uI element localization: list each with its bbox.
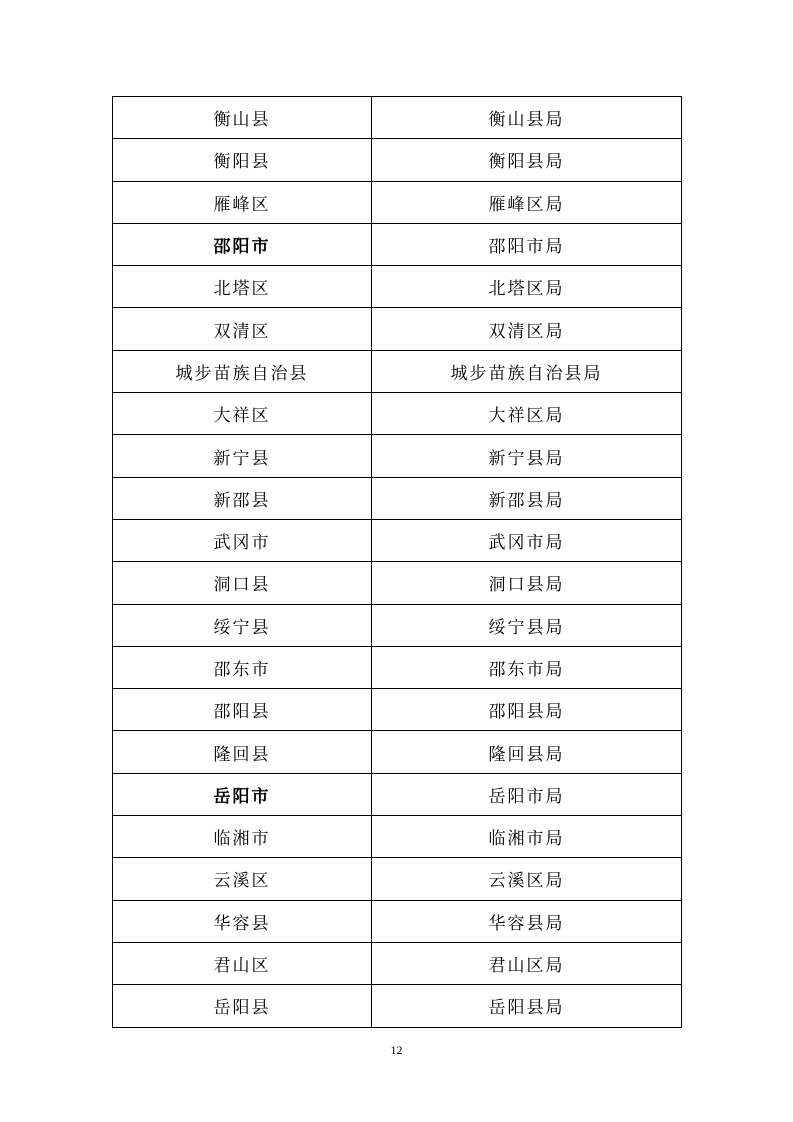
table-row xyxy=(113,139,682,181)
bureau-name-cell: 邵阳市局 xyxy=(372,223,682,265)
region-name-cell: 衡阳县 xyxy=(113,139,372,181)
table-row xyxy=(113,604,682,646)
region-name-cell: 华容县 xyxy=(113,900,372,942)
bureau-name-cell: 新邵县局 xyxy=(372,477,682,519)
table-row xyxy=(113,646,682,688)
region-name-cell: 大祥区 xyxy=(113,393,372,435)
table-row xyxy=(113,689,682,731)
table-row xyxy=(113,562,682,604)
bureau-name-cell: 洞口县局 xyxy=(372,562,682,604)
bureau-name-cell: 城步苗族自治县局 xyxy=(372,350,682,392)
bureau-name-cell: 华容县局 xyxy=(372,900,682,942)
region-name-cell: 北塔区 xyxy=(113,266,372,308)
bureau-name-cell: 新宁县局 xyxy=(372,435,682,477)
bureau-name-cell: 岳阳市局 xyxy=(372,773,682,815)
region-name-cell: 衡山县 xyxy=(113,97,372,139)
table-row xyxy=(113,308,682,350)
table-row xyxy=(113,477,682,519)
bureau-name-cell: 武冈市局 xyxy=(372,519,682,561)
bureau-name-cell: 双清区局 xyxy=(372,308,682,350)
bureau-name-cell: 云溪区局 xyxy=(372,858,682,900)
region-name-cell: 临湘市 xyxy=(113,816,372,858)
bureau-name-cell: 北塔区局 xyxy=(372,266,682,308)
bureau-name-cell: 岳阳县局 xyxy=(372,985,682,1027)
region-name-cell: 云溪区 xyxy=(113,858,372,900)
table-row xyxy=(113,393,682,435)
bureau-name-cell: 君山区局 xyxy=(372,942,682,984)
region-name-cell: 新邵县 xyxy=(113,477,372,519)
table-row xyxy=(113,731,682,773)
region-name-cell: 邵东市 xyxy=(113,646,372,688)
region-name-cell: 双清区 xyxy=(113,308,372,350)
bureau-name-cell: 雁峰区局 xyxy=(372,181,682,223)
bureau-name-cell: 邵东市局 xyxy=(372,646,682,688)
region-name-cell: 洞口县 xyxy=(113,562,372,604)
region-name-cell: 绥宁县 xyxy=(113,604,372,646)
table-row xyxy=(113,350,682,392)
table-row xyxy=(113,266,682,308)
table-row xyxy=(113,223,682,265)
table-row xyxy=(113,816,682,858)
table-row xyxy=(113,519,682,561)
bureau-name-cell: 衡山县局 xyxy=(372,97,682,139)
table-row xyxy=(113,181,682,223)
bureau-name-cell: 衡阳县局 xyxy=(372,139,682,181)
table-row xyxy=(113,435,682,477)
region-name-cell: 邵阳县 xyxy=(113,689,372,731)
region-name-cell: 邵阳市 xyxy=(113,223,372,265)
region-table xyxy=(112,96,682,1028)
region-name-cell: 雁峰区 xyxy=(113,181,372,223)
bureau-name-cell: 隆回县局 xyxy=(372,731,682,773)
region-name-cell: 新宁县 xyxy=(113,435,372,477)
table-row xyxy=(113,900,682,942)
table-row xyxy=(113,97,682,139)
page-number: 12 xyxy=(390,1043,403,1057)
region-name-cell: 武冈市 xyxy=(113,519,372,561)
bureau-name-cell: 邵阳县局 xyxy=(372,689,682,731)
region-table-body xyxy=(113,97,682,1028)
region-name-cell: 隆回县 xyxy=(113,731,372,773)
region-name-cell: 君山区 xyxy=(113,942,372,984)
bureau-name-cell: 绥宁县局 xyxy=(372,604,682,646)
bureau-name-cell: 大祥区局 xyxy=(372,393,682,435)
region-name-cell: 城步苗族自治县 xyxy=(113,350,372,392)
region-name-cell: 岳阳县 xyxy=(113,985,372,1027)
table-row xyxy=(113,858,682,900)
bureau-name-cell: 临湘市局 xyxy=(372,816,682,858)
table-row xyxy=(113,773,682,815)
table-row xyxy=(113,985,682,1027)
table-row xyxy=(113,942,682,984)
region-name-cell: 岳阳市 xyxy=(113,773,372,815)
